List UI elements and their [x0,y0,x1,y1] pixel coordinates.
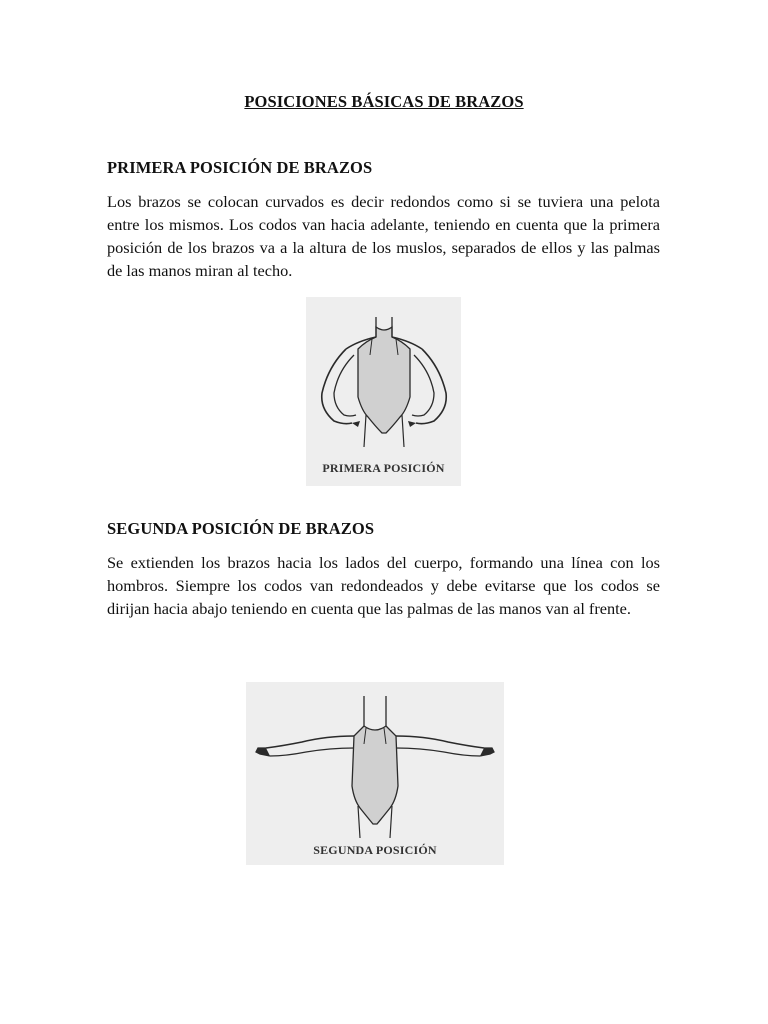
figure-caption-segunda: SEGUNDA POSICIÓN [313,843,437,857]
section-heading-segunda: SEGUNDA POSICIÓN DE BRAZOS [107,519,375,538]
page-title: POSICIONES BÁSICAS DE BRAZOS [244,92,524,111]
figure-caption-primera: PRIMERA POSICIÓN [322,461,445,475]
section-body-segunda: Se extienden los brazos hacia los lados del cuerpo, formando una línea con los hombros. Siempre los codos van redondeados y debe evitarse que los codos se dirijan hacia abajo teniendo en cuenta que las palmas de las manos van al frente. [107,553,660,618]
figure-primera-posicion [306,297,461,486]
dancer-first-position-illustration [306,297,461,486]
dancer-second-position-illustration [246,682,504,865]
section-heading-primera: PRIMERA POSICIÓN DE BRAZOS [107,158,373,177]
section-body-primera: Los brazos se colocan curvados es decir redondos como si se tuviera una pelota entre los mismos. Los codos van hacia adelante, teniendo en cuenta que la primera posición de los brazos va a la altura de los muslos, separados de ellos y las palmas de las manos miran al techo. [107,192,660,280]
figure-segunda-posicion [246,682,504,865]
